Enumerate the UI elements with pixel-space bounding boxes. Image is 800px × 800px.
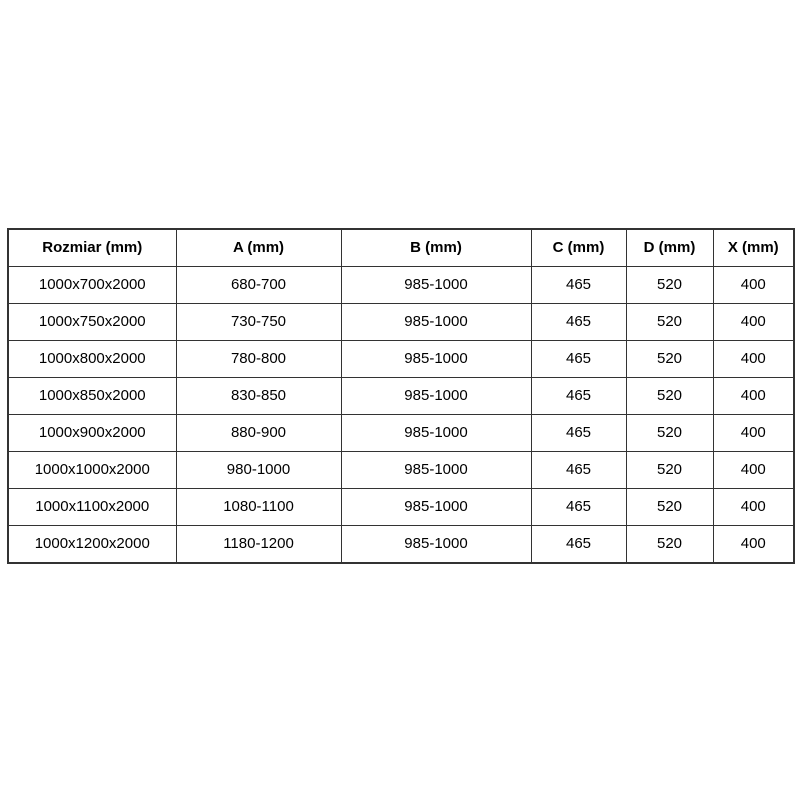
header-cell-b: B (mm): [341, 229, 531, 267]
table-cell: 400: [713, 452, 794, 489]
table-cell: 1000x700x2000: [8, 267, 176, 304]
table-row: [8, 341, 794, 378]
table-cell: 520: [626, 489, 713, 526]
table-cell: 520: [626, 415, 713, 452]
table-row: [8, 267, 794, 304]
header-cell-a: A (mm): [176, 229, 341, 267]
table-cell: 985-1000: [341, 341, 531, 378]
table-cell: 780-800: [176, 341, 341, 378]
table-row: [8, 304, 794, 341]
table-cell: 1180-1200: [176, 526, 341, 564]
size-spec-table-container: [7, 228, 793, 564]
table-cell: 400: [713, 526, 794, 564]
table-cell: 830-850: [176, 378, 341, 415]
table-cell: 520: [626, 341, 713, 378]
table-cell: 680-700: [176, 267, 341, 304]
table-cell: 1000x850x2000: [8, 378, 176, 415]
table-body: [8, 267, 794, 564]
table-cell: 465: [531, 341, 626, 378]
table-cell: 520: [626, 452, 713, 489]
table-cell: 400: [713, 489, 794, 526]
table-cell: 520: [626, 526, 713, 564]
table-cell: 1080-1100: [176, 489, 341, 526]
table-cell: 985-1000: [341, 304, 531, 341]
table-row: [8, 378, 794, 415]
table-row: [8, 452, 794, 489]
table-cell: 465: [531, 267, 626, 304]
table-cell: 985-1000: [341, 452, 531, 489]
table-cell: 465: [531, 378, 626, 415]
table-cell: 465: [531, 304, 626, 341]
table-cell: 980-1000: [176, 452, 341, 489]
table-cell: 985-1000: [341, 489, 531, 526]
table-cell: 400: [713, 415, 794, 452]
table-cell: 1000x1000x2000: [8, 452, 176, 489]
table-header: [8, 229, 794, 267]
table-cell: 400: [713, 341, 794, 378]
table-cell: 730-750: [176, 304, 341, 341]
table-cell: 465: [531, 452, 626, 489]
header-cell-d: D (mm): [626, 229, 713, 267]
table-cell: 400: [713, 378, 794, 415]
table-cell: 880-900: [176, 415, 341, 452]
table-row: [8, 489, 794, 526]
table-cell: 465: [531, 489, 626, 526]
table-cell: 465: [531, 526, 626, 564]
table-cell: 400: [713, 267, 794, 304]
header-cell-c: C (mm): [531, 229, 626, 267]
size-spec-table: [7, 228, 795, 564]
table-cell: 985-1000: [341, 267, 531, 304]
table-cell: 465: [531, 415, 626, 452]
table-cell: 1000x900x2000: [8, 415, 176, 452]
table-cell: 1000x1100x2000: [8, 489, 176, 526]
table-cell: 985-1000: [341, 415, 531, 452]
table-cell: 520: [626, 304, 713, 341]
table-cell: 985-1000: [341, 526, 531, 564]
table-cell: 520: [626, 267, 713, 304]
table-row: [8, 415, 794, 452]
table-cell: 400: [713, 304, 794, 341]
table-cell: 1000x800x2000: [8, 341, 176, 378]
header-cell-x: X (mm): [713, 229, 794, 267]
table-cell: 985-1000: [341, 378, 531, 415]
table-cell: 1000x1200x2000: [8, 526, 176, 564]
table-cell: 1000x750x2000: [8, 304, 176, 341]
table-header-row: [8, 229, 794, 267]
table-row: [8, 526, 794, 564]
header-cell-rozmiar: Rozmiar (mm): [8, 229, 176, 267]
table-cell: 520: [626, 378, 713, 415]
